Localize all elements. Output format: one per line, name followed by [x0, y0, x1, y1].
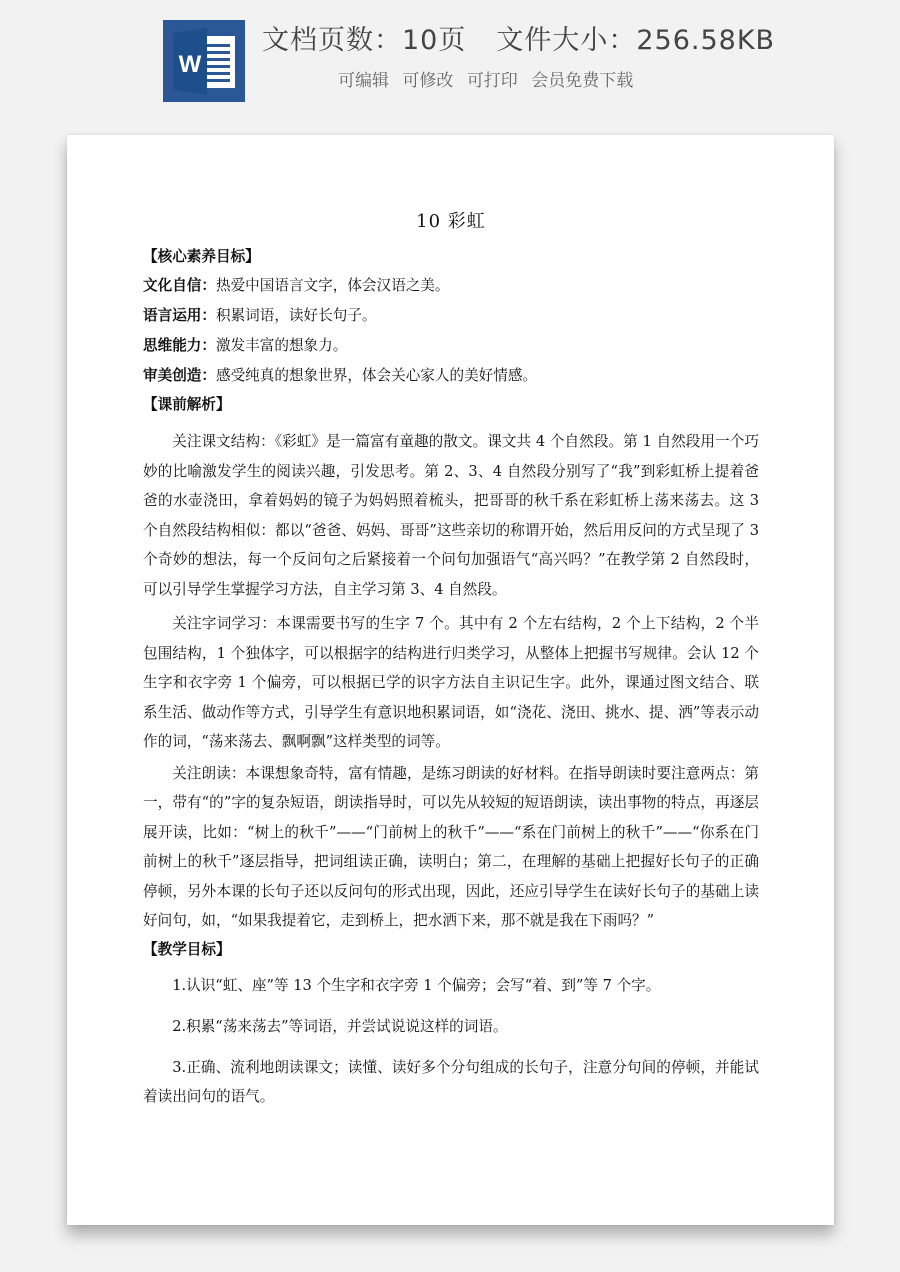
- teaching-goal: 3.正确、流利地朗读课文；读懂、读好多个分句组成的长句子，注意分句间的停顿，并能试着读出问句的语气。: [143, 1058, 759, 1105]
- download-header: [0, 0, 900, 120]
- page-count-label: 文档页数：10页: [262, 25, 467, 56]
- feature-printable: 可打印: [466, 71, 518, 91]
- core-goal-label: 文化自信：: [143, 277, 216, 294]
- document-page: [67, 135, 834, 1225]
- svg-text:W: W: [178, 51, 202, 78]
- core-goal-item: [143, 271, 759, 301]
- core-goal-label: 审美创造：: [143, 367, 216, 384]
- section-heading-analysis: 【课前解析】: [143, 396, 231, 413]
- file-size-label: 文件大小：256.58KB: [496, 25, 776, 56]
- core-goal-text: 激发丰富的想象力。: [215, 337, 348, 354]
- core-goal-item: [143, 331, 759, 361]
- teaching-goal: 2.积累“荡来荡去”等词语，并尝试说说这样的词语。: [172, 1017, 508, 1035]
- core-goal-text: 积累词语，读好长句子。: [215, 307, 377, 324]
- feature-modifiable: 可修改: [402, 71, 454, 91]
- feature-list: [338, 66, 878, 91]
- core-goal-label: 思维能力：: [143, 337, 216, 354]
- analysis-paragraph: 关注朗读：本课想象奇特，富有情趣，是练习朗读的好材料。在指导朗读时要注意两点：第一，带有“的”字的复杂短语，朗读指导时，可以先从较短的短语朗读，读出事物的特点，再逐层展开读，比如：“树上的秋千”——“门前树上的秋千”——“系在门前树上的秋千”——“你系在门前树上的秋千”逐层指导，把词组读正确，读明白；第二，在理解的基础上把握好长句子的正确停顿，另外本课的长句子还以反问句的形式出现，因此，还应引导学生在读好长句子的基础上读好问句，如，“如果我提着它，走到桥上，把水洒下来，那不就是我在下雨吗？”: [143, 764, 759, 929]
- section-heading-core: 【核心素养目标】: [143, 248, 260, 265]
- feature-editable: 可编辑: [338, 71, 389, 91]
- teaching-goal: 1.认识“虹、座”等 13 个生字和衣字旁 1 个偏旁；会写“着、到”等 7 个字。: [172, 976, 661, 994]
- core-goal-item: [143, 301, 759, 331]
- feature-member-download: 会员免费下载: [531, 71, 634, 91]
- core-goal-text: 热爱中国语言文字，体会汉语之美。: [215, 277, 450, 294]
- core-goal-item: [143, 361, 759, 391]
- analysis-paragraph: 关注课文结构：《彩虹》是一篇富有童趣的散文。课文共 4 个自然段。第 1 自然段用一个巧妙的比喻激发学生的阅读兴趣，引发思考。第 2、3、4 自然段分别写了“我”到彩虹桥上提着爸爸的水壶浇田，拿着妈妈的镜子为妈妈照着梳头，把哥哥的秋千系在彩虹桥上荡来荡去。这 3 个自然段结构相似：都以“爸爸、妈妈、哥哥”这些亲切的称谓开始，然后用反问的方式呈现了 3 个奇妙的想法，每一个反问句之后紧接着一个问句加强语气“高兴吗？”在教学第 2 自然段时，可以引导学生掌握学习方法，自主学习第 3、4 自然段。: [143, 433, 759, 598]
- file-info-title: [262, 18, 882, 57]
- document-title: 10 彩虹: [416, 211, 486, 232]
- analysis-paragraph: 关注字词学习：本课需要书写的生字 7 个。其中有 2 个左右结构，2 个上下结构，2 个半包围结构，1 个独体字，可以根据字的结构进行归类学习，从整体上把握书写规律。会认 12 个生字和衣字旁 1 个偏旁，可以根据已学的识字方法自主识记生字。此外，课通过图文结合、联系生活、做动作等方式，引导学生有意识地积累词语，如“浇花、浇田、挑水、提、洒”等表示动作的词，“荡来荡去、飘啊飘”这样类型的词等。: [143, 615, 759, 750]
- section-heading-teaching: 【教学目标】: [143, 940, 231, 958]
- word-document-icon: [163, 20, 245, 102]
- core-goal-text: 感受纯真的想象世界，体会关心家人的美好情感。: [215, 367, 538, 384]
- document-body: [143, 207, 759, 1111]
- core-goal-label: 语言运用：: [143, 307, 216, 324]
